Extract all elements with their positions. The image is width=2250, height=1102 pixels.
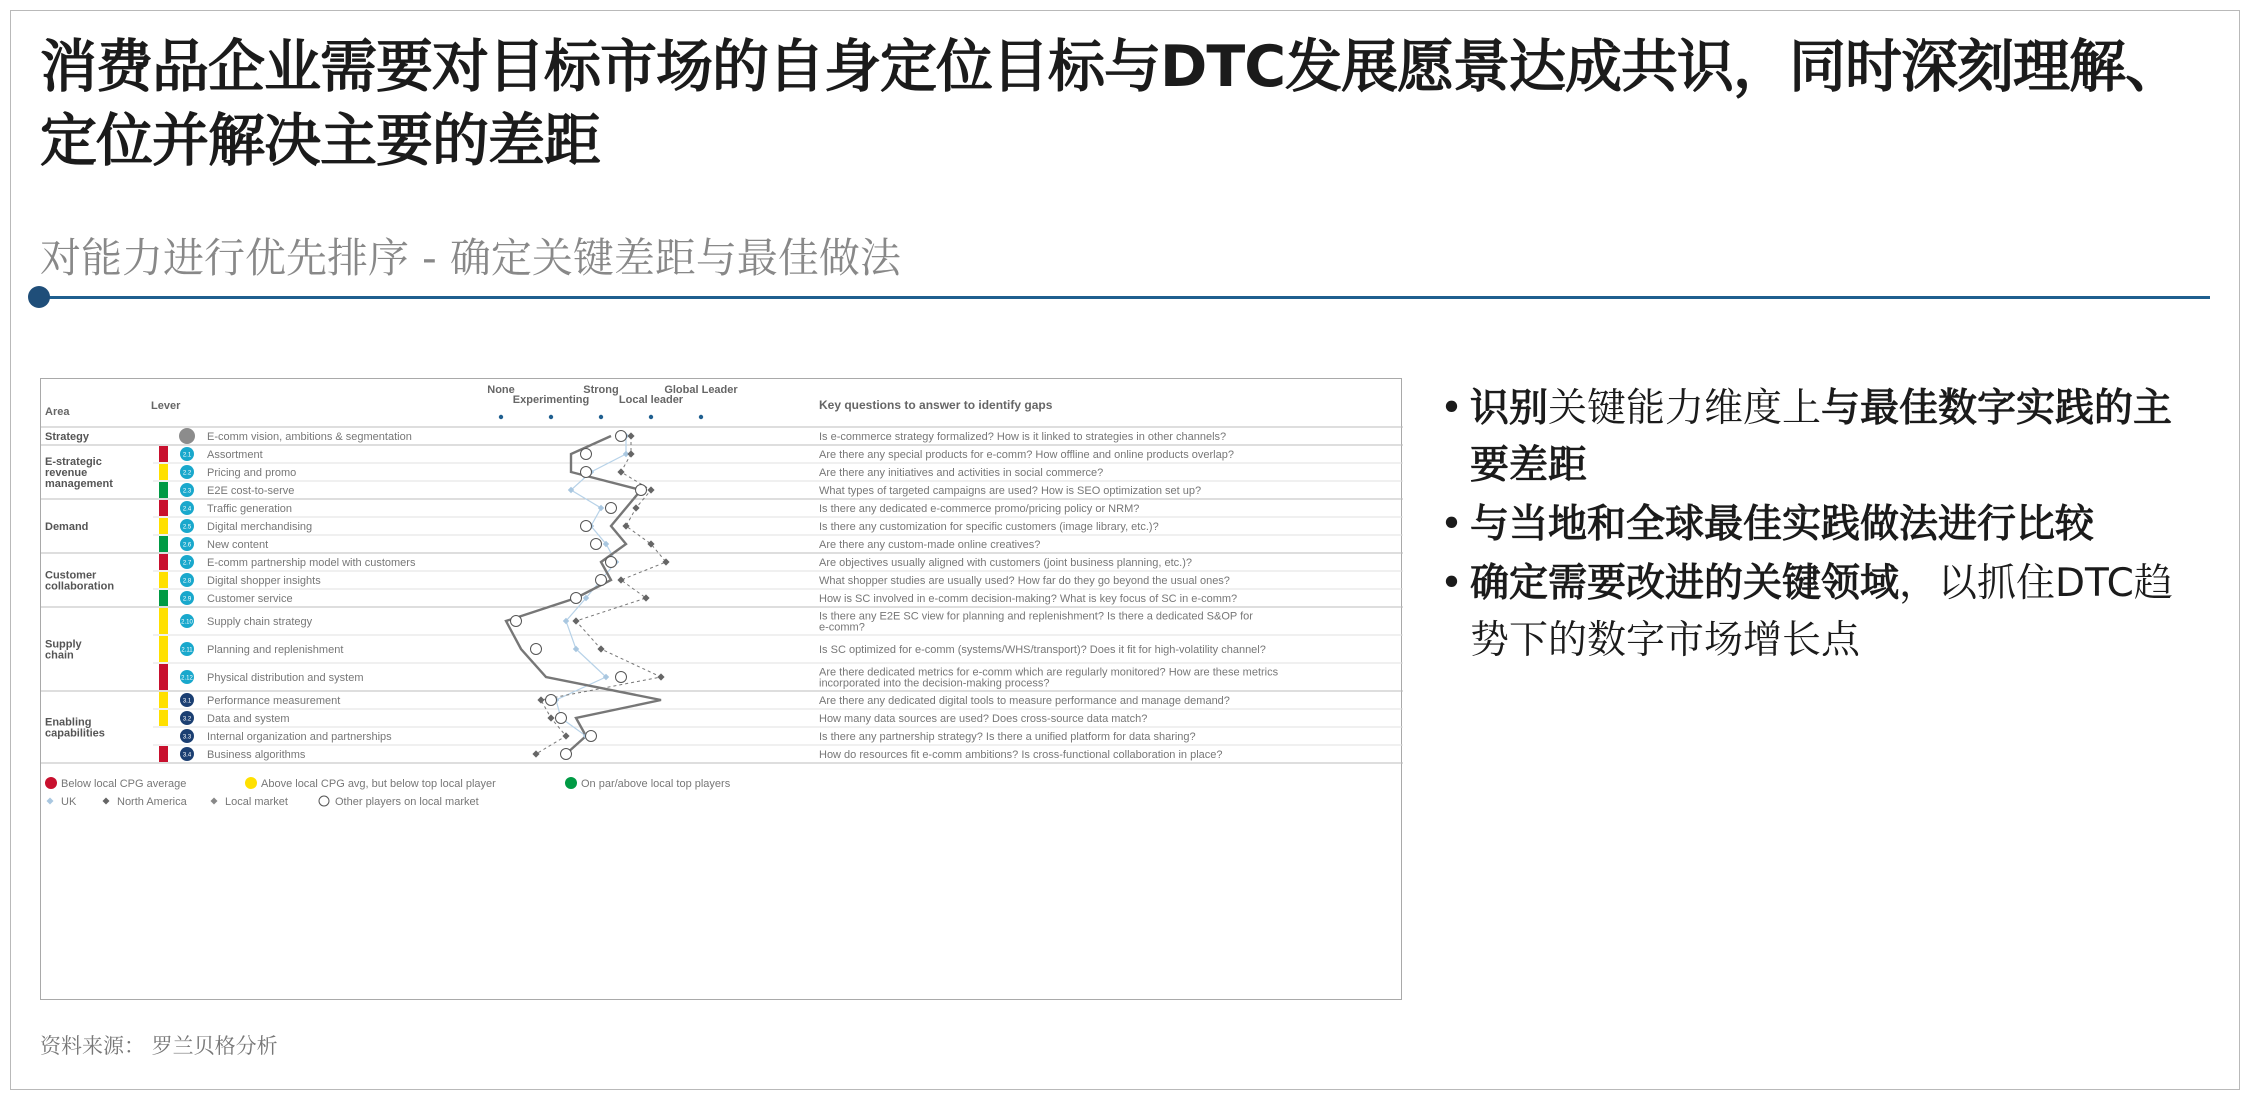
scale-label: Global Leader xyxy=(664,384,738,396)
capability-gap-chart xyxy=(40,378,1402,1000)
area-label: Customer xyxy=(45,569,97,582)
other-players-marker xyxy=(606,557,617,568)
question-text: Are objectives usually aligned with customers (joint business planning, etc.)? xyxy=(819,557,1192,569)
lever-id: 2.8 xyxy=(182,578,192,585)
other-players-marker xyxy=(586,731,597,742)
area-label: E-strategic xyxy=(45,456,102,468)
legend-series-label: North America xyxy=(117,796,187,808)
key-point xyxy=(1440,496,2210,553)
question-text: Is there any customization for specific customers (image library, etc.)? xyxy=(819,521,1159,533)
lever-label: E-comm partnership model with customers xyxy=(207,557,416,569)
page-title: 消费品企业需要对目标市场的自身定位目标与DTC发展愿景达成共识，同时深刻理解、定位并解决主要的差距 xyxy=(40,34,2182,174)
other-players-marker xyxy=(511,616,522,627)
other-players-marker xyxy=(581,449,592,460)
question-text: Are there any custom-made online creatives? xyxy=(819,539,1041,551)
key-point-emphasis: 确定需要改进的关键领域 xyxy=(1470,561,1900,606)
status-bar xyxy=(159,572,168,588)
area-label: revenue xyxy=(45,467,88,479)
divider-dot xyxy=(28,286,50,308)
status-bar xyxy=(159,554,168,570)
area-label: management xyxy=(45,478,113,490)
lever-label: New content xyxy=(207,539,269,551)
status-bar xyxy=(159,692,168,708)
north-america-marker xyxy=(617,576,624,583)
lever-id: 2.4 xyxy=(182,506,192,513)
questions-header: Key questions to answer to identify gaps xyxy=(819,398,1053,412)
question-text: Is there any partnership strategy? Is there a unified platform for data sharing? xyxy=(819,731,1196,743)
lever-id: 2.1 xyxy=(182,452,192,459)
lever-label: Digital merchandising xyxy=(207,521,313,533)
status-bar xyxy=(159,608,168,634)
lever-id: 2.12 xyxy=(181,675,193,682)
lever-label: Digital shopper insights xyxy=(207,575,321,587)
question-text: What types of targeted campaigns are used? How is SEO optimization set up? xyxy=(819,485,1202,497)
title-divider xyxy=(40,296,2210,299)
north-america-marker xyxy=(617,468,624,475)
area-label: Strategy xyxy=(45,431,90,443)
scale-dot xyxy=(549,415,553,419)
status-bar xyxy=(159,536,168,552)
north-america-marker xyxy=(622,522,629,529)
lever-label: Customer service xyxy=(207,593,293,605)
status-bar xyxy=(159,746,168,762)
north-america-marker xyxy=(547,714,554,721)
other-players-marker xyxy=(546,695,557,706)
question-text: How many data sources are used? Does cross-source data match? xyxy=(819,713,1148,725)
key-point xyxy=(1440,380,2210,494)
question-text: incorporated into the decision-making process? xyxy=(819,677,1050,690)
legend-series-label: Other players on local market xyxy=(335,796,479,808)
lever-id: 3.3 xyxy=(182,734,192,741)
legend-series-label: UK xyxy=(61,796,77,808)
lever-id: 2.10 xyxy=(181,619,193,626)
key-point-text: 关键能力维度上 xyxy=(1548,386,1822,431)
lever-label: E2E cost-to-serve xyxy=(207,485,295,497)
source-note: 资料来源： 罗兰贝格分析 xyxy=(40,1034,278,1058)
area-label: Supply xyxy=(45,638,82,651)
question-text: Are there any dedicated digital tools to measure performance and manage demand? xyxy=(819,695,1230,707)
scale-label: Strong xyxy=(583,384,619,396)
north-america-marker xyxy=(532,750,539,757)
legend-status-dot xyxy=(245,777,257,789)
lever-id: 2.2 xyxy=(182,470,192,477)
status-bar xyxy=(159,482,168,498)
legend-status-label: On par/above local top players xyxy=(581,778,731,790)
question-text: e-comm? xyxy=(819,621,865,634)
other-players-marker xyxy=(616,431,627,442)
key-point xyxy=(1440,555,2210,669)
question-text: How is SC involved in e-comm decision-making? What is key focus of SC in e-comm? xyxy=(819,593,1238,605)
area-label: capabilities xyxy=(45,727,105,740)
other-players-marker xyxy=(596,575,607,586)
lever-id: 2.11 xyxy=(181,647,193,654)
status-bar xyxy=(159,710,168,726)
question-text: Is there any E2E SC view for planning and replenishment? Is there a dedicated S&OP for xyxy=(819,610,1253,623)
legend-series-marker xyxy=(47,798,54,805)
question-text: How do resources fit e-comm ambitions? Is cross-functional collaboration in place? xyxy=(819,749,1223,761)
legend-status-label: Above local CPG avg, but below top local player xyxy=(261,778,496,790)
lever-header: Lever xyxy=(151,400,181,412)
question-text: Is e-commerce strategy formalized? How is it linked to strategies in other channels? xyxy=(819,431,1227,443)
lever-id: 3.4 xyxy=(182,752,192,759)
scale-label: None xyxy=(487,384,515,396)
area-label: chain xyxy=(45,649,74,662)
status-bar xyxy=(159,664,168,690)
other-players-marker xyxy=(581,467,592,478)
status-bar xyxy=(159,500,168,516)
other-players-marker xyxy=(556,713,567,724)
question-text: Is SC optimized for e-comm (systems/WHS/transport)? Does it fit for high-volatility channel? xyxy=(819,644,1266,656)
lever-label: Assortment xyxy=(207,449,263,461)
series-line-local-market xyxy=(506,436,661,754)
question-text: Are there any initiatives and activities in social commerce? xyxy=(819,467,1104,479)
key-point-emphasis: 识别 xyxy=(1470,386,1549,431)
lever-id: 2.3 xyxy=(182,488,192,495)
lever-label: Internal organization and partnerships xyxy=(207,731,392,743)
north-america-marker xyxy=(537,696,544,703)
question-text: Is there any dedicated e-commerce promo/pricing policy or NRM? xyxy=(819,503,1140,515)
area-label: collaboration xyxy=(45,580,115,593)
lever-label: Data and system xyxy=(207,713,290,725)
status-bar xyxy=(159,446,168,462)
area-header: Area xyxy=(45,406,70,418)
status-bar xyxy=(159,518,168,534)
other-players-marker xyxy=(531,644,542,655)
uk-marker xyxy=(598,505,604,511)
key-point-emphasis: 与当地和全球最佳实践做法进行比较 xyxy=(1470,502,2095,547)
legend-status-dot xyxy=(45,777,57,789)
area-label: Enabling xyxy=(45,716,92,729)
legend-status-label: Below local CPG average xyxy=(61,778,187,790)
north-america-marker xyxy=(572,617,579,624)
key-point-emphasis: 与最佳数字实践的主要差距 xyxy=(1470,386,2173,488)
scale-label: Experimenting xyxy=(512,394,590,406)
key-point-text: ，以抓住DTC趋势下的数字市场增长点 xyxy=(1470,561,2173,663)
north-america-marker xyxy=(627,450,634,457)
capability-gap-svg xyxy=(41,379,1403,1001)
lever-id: 3.1 xyxy=(182,698,192,705)
lever-id: 2.5 xyxy=(182,524,192,531)
lever-id: 2.6 xyxy=(182,542,192,549)
other-players-marker xyxy=(561,749,572,760)
legend-series-marker xyxy=(211,798,218,805)
lever-label: Traffic generation xyxy=(207,503,292,515)
lever-label: Supply chain strategy xyxy=(207,616,313,628)
lever-label: Planning and replenishment xyxy=(207,644,344,656)
north-america-marker xyxy=(632,504,639,511)
other-players-marker xyxy=(591,539,602,550)
page-subtitle: 对能力进行优先排序 - 确定关键差距与最佳做法 xyxy=(40,234,901,282)
scale-dot xyxy=(499,415,503,419)
scale-dot xyxy=(599,415,603,419)
lever-label: E-comm vision, ambitions & segmentation xyxy=(207,431,412,443)
lever-id: 2.9 xyxy=(182,596,192,603)
other-players-marker xyxy=(581,521,592,532)
scale-label: Local leader xyxy=(618,394,684,406)
question-text: What shopper studies are usually used? How far do they go beyond the usual ones? xyxy=(819,575,1230,587)
lever-label: Pricing and promo xyxy=(207,467,297,479)
lever-badge xyxy=(179,428,195,444)
status-bar xyxy=(159,636,168,662)
scale-dot xyxy=(699,415,703,419)
north-america-marker xyxy=(657,673,664,680)
lever-label: Performance measurement xyxy=(207,695,341,707)
area-label: Demand xyxy=(45,521,89,533)
legend-status-dot xyxy=(565,777,577,789)
legend-series-label: Local market xyxy=(225,796,288,808)
status-bar xyxy=(159,464,168,480)
north-america-marker xyxy=(647,486,654,493)
north-america-marker xyxy=(627,432,634,439)
other-players-marker xyxy=(606,503,617,514)
lever-label: Business algorithms xyxy=(207,749,306,761)
north-america-marker xyxy=(642,594,649,601)
north-america-marker xyxy=(597,645,604,652)
other-players-marker xyxy=(571,593,582,604)
scale-dot xyxy=(649,415,653,419)
status-bar xyxy=(159,590,168,606)
question-text: Are there any special products for e-comm? How offline and online products overlap? xyxy=(819,449,1234,461)
lever-id: 3.2 xyxy=(182,716,192,723)
legend-series-marker xyxy=(103,798,110,805)
lever-id: 2.7 xyxy=(182,560,192,567)
legend-series-marker xyxy=(319,796,329,806)
key-points-list xyxy=(1440,380,2210,671)
north-america-marker xyxy=(562,732,569,739)
lever-label: Physical distribution and system xyxy=(207,672,364,684)
other-players-marker xyxy=(616,672,627,683)
other-players-marker xyxy=(636,485,647,496)
question-text: Are there dedicated metrics for e-comm which are regularly monitored? How are these metrics xyxy=(819,666,1279,679)
